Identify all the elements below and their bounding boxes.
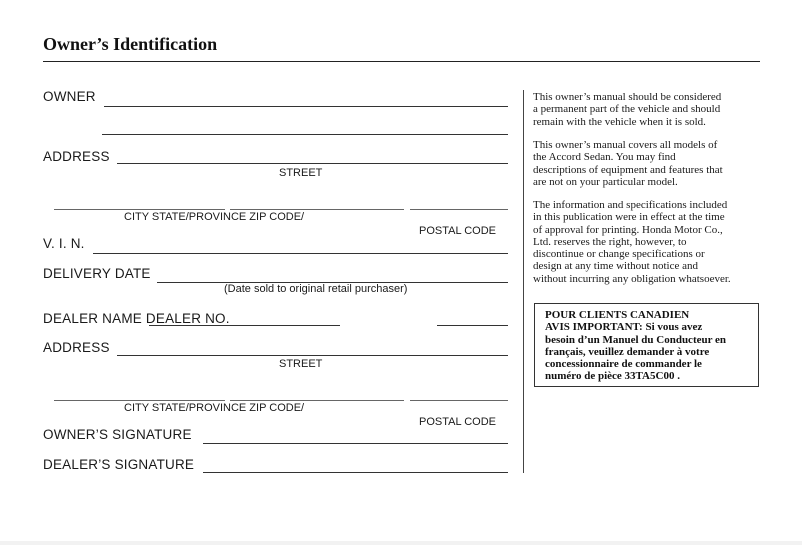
dealer-no-line[interactable] <box>437 325 508 326</box>
info-line: design at any time without notice and <box>533 260 698 273</box>
info-line: a permanent part of the vehicle and should <box>533 103 721 116</box>
info-line: discontinue or change specifications or <box>533 248 705 261</box>
info-line: Ltd. reserves the right, however, to <box>533 235 687 248</box>
notice-line: français, veuillez demander à votre <box>545 345 710 358</box>
info-line: without incurring any obligation whatsoever. <box>533 272 731 285</box>
dealer-street-label: STREET <box>279 358 323 370</box>
info-line: The information and specifications included <box>533 199 728 211</box>
info-line: descriptions of equipment and features that <box>533 163 723 176</box>
dealer-name-line[interactable] <box>149 325 340 326</box>
postal-code-label: POSTAL CODE <box>419 225 497 237</box>
page-bottom-edge <box>0 541 802 545</box>
notice-line: numéro de pièce 33TA5C00 . <box>545 370 680 383</box>
page-title: Owner’s Identification <box>43 34 218 54</box>
canadian-notice-box <box>534 303 759 387</box>
owner-field-line-1[interactable] <box>104 106 508 107</box>
dealer-address-label: ADDRESS <box>43 340 110 355</box>
owner-label: OWNER <box>43 89 96 104</box>
info-line: the Accord Sedan. You may find <box>533 151 676 164</box>
info-paragraph-1 <box>533 91 758 128</box>
city-state-zip-label: CITY STATE/PROVINCE ZIP CODE/ <box>124 211 305 223</box>
dealer-postal-code-label: POSTAL CODE <box>419 416 497 428</box>
vin-label: V. I. N. <box>43 236 85 251</box>
info-paragraph-2 <box>533 139 758 188</box>
dealer-name-label: DEALER NAME DEALER NO. <box>43 311 230 326</box>
dealer-state-line[interactable] <box>230 400 404 401</box>
address-label: ADDRESS <box>43 149 110 164</box>
info-line: This owner’s manual should be considered <box>533 91 722 103</box>
dealer-zip-line[interactable] <box>410 400 508 401</box>
column-divider <box>523 90 524 473</box>
dealer-street-line[interactable] <box>117 355 508 356</box>
city-line[interactable] <box>54 209 225 210</box>
zip-line[interactable] <box>410 209 508 210</box>
dealer-city-line[interactable] <box>54 400 225 401</box>
info-paragraph-3 <box>533 199 758 285</box>
dealer-signature-label: DEALER’S SIGNATURE <box>43 457 195 472</box>
notice-line: concessionnaire de commander le <box>545 358 702 371</box>
delivery-note: (Date sold to original retail purchaser) <box>224 283 408 295</box>
street-label: STREET <box>279 167 323 179</box>
state-line[interactable] <box>230 209 404 210</box>
dealer-city-state-zip-label: CITY STATE/PROVINCE ZIP CODE/ <box>124 402 305 414</box>
notice-line: POUR CLIENTS CANADIEN <box>545 309 690 321</box>
vin-field-line[interactable] <box>93 253 508 254</box>
delivery-date-label: DELIVERY DATE <box>43 266 151 281</box>
notice-line: besoin d’un Manuel du Conducteur en <box>545 333 727 346</box>
info-line: are not on your particular model. <box>533 175 678 188</box>
notice-line: AVIS IMPORTANT: Si vous avez <box>545 321 703 334</box>
owner-signature-line[interactable] <box>203 443 508 444</box>
owner-signature-label: OWNER’S SIGNATURE <box>43 427 192 442</box>
info-line: remain with the vehicle when it is sold. <box>533 115 706 128</box>
title-rule <box>43 61 760 62</box>
info-line: This owner’s manual covers all models of <box>533 139 718 151</box>
info-line: in this publication were in effect at the time <box>533 211 725 224</box>
address-street-line[interactable] <box>117 163 508 164</box>
dealer-signature-line[interactable] <box>203 472 508 473</box>
info-line: of approval for printing. Honda Motor Co., <box>533 223 723 236</box>
owner-field-line-2[interactable] <box>102 134 508 135</box>
